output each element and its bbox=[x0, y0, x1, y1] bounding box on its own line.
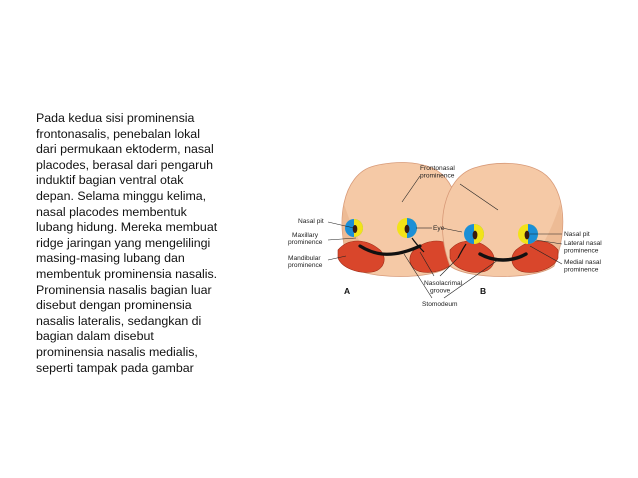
nasal-pit-b-left bbox=[473, 231, 478, 240]
label-lateral-nasal-2: prominence bbox=[564, 247, 599, 255]
paragraph-line: seperti tampak pada gambar bbox=[36, 360, 194, 375]
paragraph-line: ridge jaringan yang mengelilingi bbox=[36, 235, 211, 250]
body-paragraph bbox=[36, 111, 264, 376]
label-mandibular-2: prominence bbox=[288, 262, 323, 269]
label-lateral-nasal-1: Lateral nasal bbox=[564, 240, 602, 247]
paragraph-line: Pada kedua sisi prominensia bbox=[36, 111, 195, 125]
paragraph-line: membentuk prominensia nasalis. bbox=[36, 266, 218, 281]
label-maxillary-1: Maxillary bbox=[292, 232, 319, 239]
label-nasal-pit-left: Nasal pit bbox=[298, 218, 324, 225]
paragraph-line: nasalis lateralis, sedangkan di bbox=[36, 313, 202, 328]
label-frontonasal-2: prominence bbox=[420, 172, 455, 180]
paragraph-line: masing-masing lubang dan bbox=[36, 251, 185, 266]
paragraph-line: depan. Selama minggu kelima, bbox=[36, 188, 207, 203]
paragraph-line: placodes, berasal dari pengaruh bbox=[36, 157, 214, 172]
paragraph-line: disebut dengan prominensia bbox=[36, 298, 192, 313]
paragraph-line: nasal placodes membentuk bbox=[36, 204, 187, 219]
nasal-pit-a-right bbox=[405, 225, 410, 233]
embryo-head-b bbox=[442, 163, 562, 276]
label-panel-b: B bbox=[480, 286, 487, 296]
nasal-pit-b-right bbox=[525, 231, 530, 240]
paragraph-line: induktif bagian ventral otak bbox=[36, 173, 184, 188]
embryo-face-figure bbox=[284, 154, 604, 324]
label-panel-a: A bbox=[344, 286, 351, 296]
label-nasolacrimal-2: groove bbox=[430, 287, 451, 295]
paragraph-line: bagian dalam disebut bbox=[36, 329, 154, 344]
nasal-pit-a-left bbox=[353, 225, 358, 233]
label-frontonasal-1: Frontonasal bbox=[420, 165, 455, 172]
label-medial-nasal-1: Medial nasal bbox=[564, 259, 602, 266]
label-nasolacrimal-1: Nasolacrimal bbox=[424, 280, 463, 287]
paragraph-line: prominensia nasalis medialis, bbox=[36, 344, 198, 359]
label-mandibular-1: Mandibular bbox=[288, 255, 321, 262]
label-medial-nasal-2: prominence bbox=[564, 266, 599, 274]
paragraph-line: dari permukaan ektoderm, nasal bbox=[36, 142, 214, 157]
label-maxillary-2: prominence bbox=[288, 239, 323, 246]
label-eye: Eye bbox=[433, 225, 445, 232]
paragraph-line: lubang hidung. Mereka membuat bbox=[36, 220, 218, 235]
paragraph-line: Prominensia nasalis bagian luar bbox=[36, 282, 212, 297]
embryo-illustration bbox=[284, 154, 604, 324]
label-stomodeum: Stomodeum bbox=[422, 301, 458, 308]
embryo-head-a bbox=[338, 162, 459, 276]
paragraph-line: frontonasalis, penebalan lokal bbox=[36, 126, 200, 141]
label-nasal-pit-right: Nasal pit bbox=[564, 231, 590, 238]
